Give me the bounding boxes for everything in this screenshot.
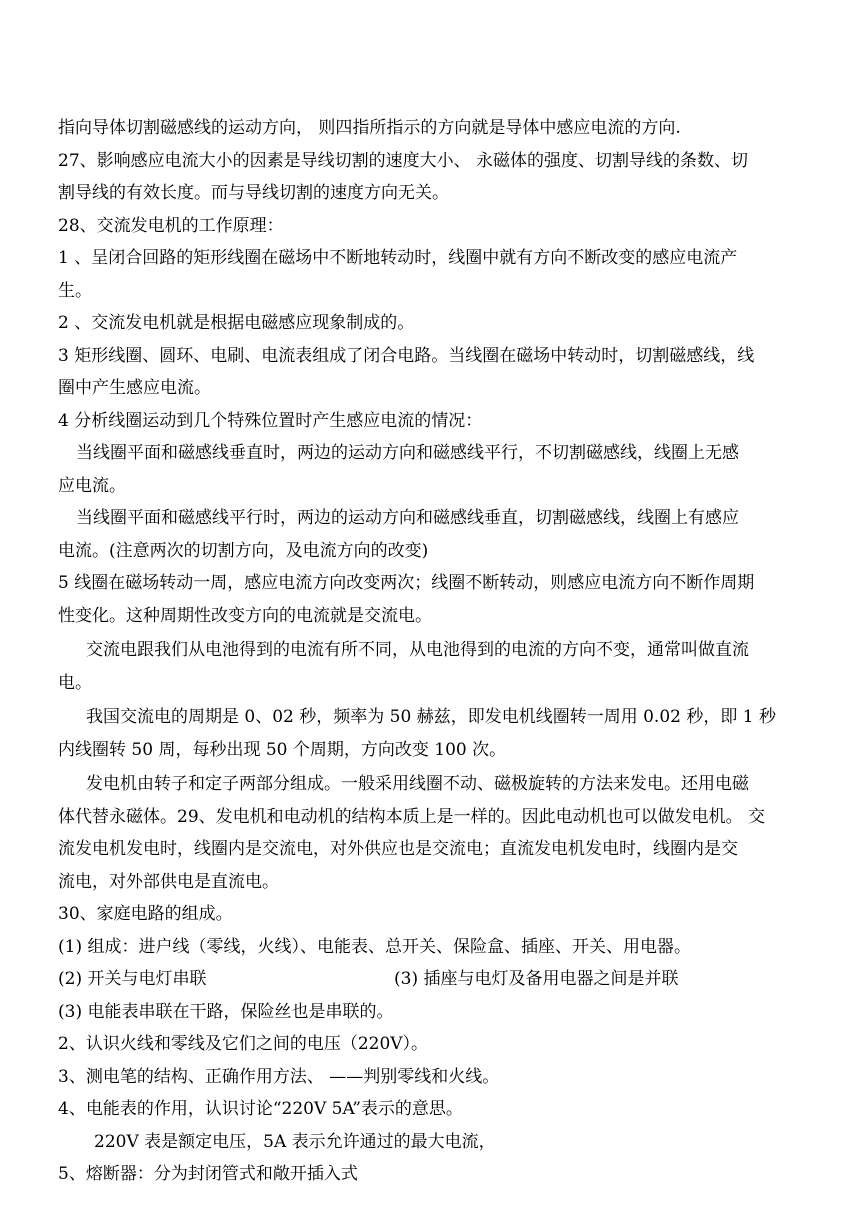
text-line: 3 矩形线圈、圆环、电刷、电流表组成了闭合电路。当线圈在磁场中转动时，切割磁感线，线: [58, 345, 755, 366]
text-line: 220V 表是额定电压，5A 表示允许通过的最大电流，: [94, 1131, 496, 1152]
document-body: [58, 112, 808, 1191]
text-line: 发电机由转子和定子两部分组成。一般采用线圈不动、磁极旋转的方法来发电。还用电磁: [86, 774, 749, 794]
text-line: 2 、交流发电机就是根据电磁感应现象制成的。: [58, 313, 415, 333]
text-line: 4 分析线圈运动到几个特殊位置时产生感应电流的情况：: [58, 410, 483, 431]
text-line: 应电流。: [58, 475, 126, 496]
text-line: (1) 组成：进户线（零线，火线）、电能表、总开关、保险盒、插座、开关、用电器。: [58, 936, 691, 957]
text-line: 内线圈转 50 周，每秒出现 50 个周期，方向改变 100 次。: [58, 739, 507, 760]
text-line: 流电，对外部供电是直流电。: [58, 871, 279, 892]
text-line: 性变化。这种周期性改变方向的电流就是交流电。: [58, 605, 432, 626]
text-line: 5 线圈在磁场转动一周，感应电流方向改变两次；线圈不断转动，则感应电流方向不断作周期: [58, 573, 755, 593]
text-line: 我国交流电的周期是 0、02 秒，频率为 50 赫兹，即发电机线圈转一周用 0.02 秒，即 1 秒: [86, 707, 776, 727]
text-line: 当线圈平面和磁感线平行时，两边的运动方向和磁感线垂直，切割磁感线，线圈上有感应: [76, 508, 739, 528]
text-line: (3) 电能表串联在干路，保险丝也是串联的。: [58, 1001, 394, 1022]
text-line: 28、交流发电机的工作原理：: [58, 215, 284, 236]
text-line: 1 、呈闭合回路的矩形线圈在磁场中不断地转动时，线圈中就有方向不断改变的感应电流产: [58, 248, 738, 268]
text-line: 30、家庭电路的组成。: [58, 904, 233, 924]
text-line: 4、电能表的作用，认识讨论“220V 5A”表示的意思。: [58, 1099, 463, 1119]
text-line: 指向导体切割磁感线的运动方向， 则四指所指示的方向就是导体中感应电流的方向.: [58, 118, 681, 138]
text-line: 电。: [58, 672, 92, 693]
text-line: 体代替永磁体。29、发电机和电动机的结构本质上是一样的。因此电动机也可以做发电机。 交: [58, 806, 766, 827]
text-line: 2、认识火线和零线及它们之间的电压（220V）。: [58, 1034, 429, 1054]
text-line-left: (2) 开关与电灯串联: [58, 969, 207, 989]
text-line: 电流。(注意两次的切割方向，及电流方向的改变): [58, 540, 429, 561]
text-line: 生。: [58, 280, 92, 301]
text-line: 3、测电笔的结构、正确作用方法、 ——判别零线和火线。: [58, 1066, 500, 1087]
text-line: 当线圈平面和磁感线垂直时，两边的运动方向和磁感线平行，不切割磁感线，线圈上无感: [76, 443, 739, 463]
text-line-right: (3) 插座与电灯及备用电器之间是并联: [394, 969, 679, 989]
text-line-split: [58, 963, 808, 996]
text-line: 5、熔断器：分为封闭管式和敞开插入式: [58, 1164, 358, 1184]
text-line: 交流电跟我们从电池得到的电流有所不同，从电池得到的电流的方向不变，通常叫做直流: [86, 640, 749, 660]
text-line: 流发电机发电时，线圈内是交流电，对外供应也是交流电；直流发电机发电时，线圈内是交: [58, 839, 738, 859]
text-line: 27、影响感应电流大小的因素是导线切割的速度大小、 永磁体的强度、切割导线的条数、切: [58, 150, 749, 171]
text-line: 圈中产生感应电流。: [58, 378, 211, 398]
text-line: 割导线的有效长度。而与导线切割的速度方向无关。: [58, 183, 449, 203]
